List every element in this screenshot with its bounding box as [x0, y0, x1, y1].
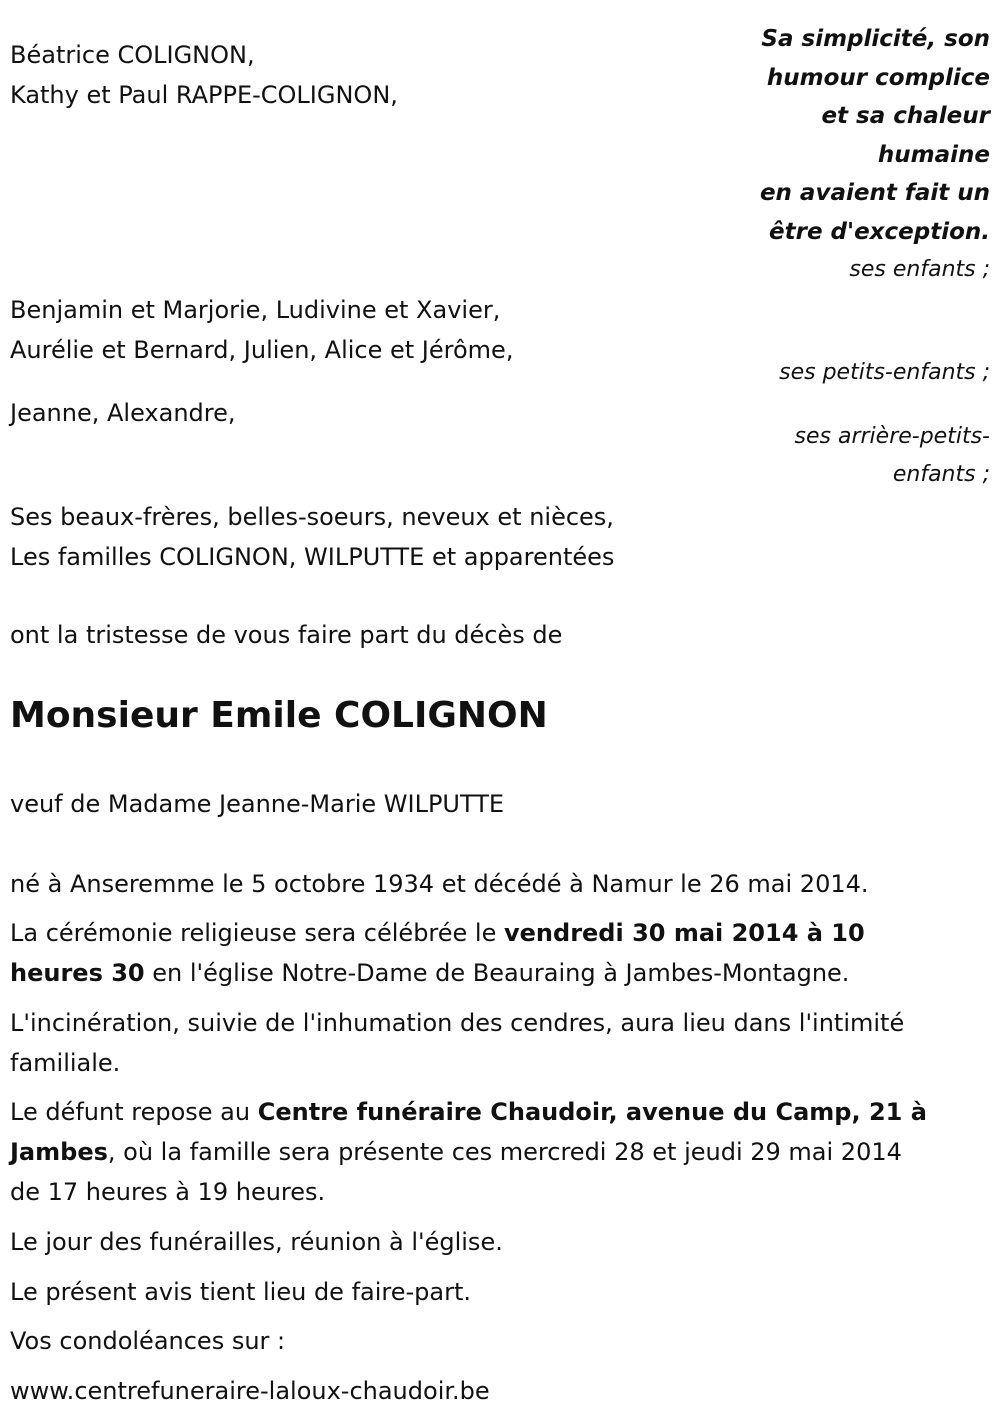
cremation-line-2: familiale.: [10, 1049, 121, 1077]
repose-line-3: de 17 heures à 19 heures.: [10, 1178, 326, 1206]
tribute-quote: [730, 20, 990, 251]
families-line: Les familles COLIGNON, WILPUTTE et apparentées: [10, 543, 615, 571]
grandchildren-line-1: Benjamin et Marjorie, Ludivine et Xavier,: [10, 296, 501, 324]
quote-line: en avaient fait un: [759, 180, 990, 206]
relation-grandchildren: ses petits-enfants ;: [779, 360, 990, 385]
widower-line: veuf de Madame Jeanne-Marie WILPUTTE: [10, 790, 505, 818]
grandchildren-line-2: Aurélie et Bernard, Julien, Alice et Jérôme,: [10, 336, 514, 364]
notice-line: Le présent avis tient lieu de faire-part.: [10, 1278, 472, 1306]
relation-great-grandchildren-2: enfants ;: [892, 462, 990, 487]
ceremony-date-bold-1: vendredi 30 mai 2014 à 10: [504, 919, 865, 947]
website-link[interactable]: www.centrefuneraire-laloux-chaudoir.be: [10, 1377, 490, 1405]
repose-line2-suffix: , où la famille sera présente ces mercredi 28 et jeudi 29 mai 2014: [107, 1138, 902, 1166]
relation-children: ses enfants ;: [849, 257, 990, 282]
announcement-intro: ont la tristesse de vous faire part du décès de: [10, 621, 563, 649]
ceremony-line-2: [10, 953, 849, 993]
quote-line: Sa simplicité, son: [761, 26, 990, 52]
great-grandchildren-line: Jeanne, Alexandre,: [10, 399, 236, 427]
quote-line: humour complice: [766, 64, 990, 91]
repose-line-2: [10, 1132, 902, 1172]
ceremony-prefix: La cérémonie religieuse sera célébrée le: [10, 919, 504, 947]
quote-line: être d'exception.: [769, 218, 990, 245]
meeting-line: Le jour des funérailles, réunion à l'église.: [10, 1228, 503, 1256]
deceased-name: Monsieur Emile COLIGNON: [10, 695, 548, 736]
repose-place-bold-2: Jambes: [10, 1138, 108, 1166]
quote-line: et sa chaleur: [821, 103, 990, 129]
ceremony-line-1: [10, 913, 865, 953]
family-line-children-2: Kathy et Paul RAPPE-COLIGNON,: [10, 81, 398, 109]
repose-line-1: [10, 1092, 927, 1132]
ceremony-suffix: en l'église Notre-Dame de Beauraing à Jambes-Montagne.: [144, 959, 850, 987]
cremation-line-1: L'incinération, suivie de l'inhumation des cendres, aura lieu dans l'intimité: [10, 1009, 905, 1037]
inlaws-line: Ses beaux-frères, belles-soeurs, neveux et nièces,: [10, 503, 614, 531]
repose-prefix: Le défunt repose au: [10, 1098, 258, 1126]
condolences-line: Vos condoléances sur :: [10, 1327, 286, 1355]
ceremony-date-bold-2: heures 30: [10, 959, 145, 987]
repose-place-bold-1: Centre funéraire Chaudoir, avenue du Camp, 21 à: [257, 1098, 927, 1126]
birth-death-line: né à Anseremme le 5 octobre 1934 et décédé à Namur le 26 mai 2014.: [10, 870, 869, 898]
relation-great-grandchildren-1: ses arrière-petits-: [794, 424, 990, 449]
family-line-children-1: Béatrice COLIGNON,: [10, 41, 255, 69]
quote-line: humaine: [877, 141, 990, 168]
